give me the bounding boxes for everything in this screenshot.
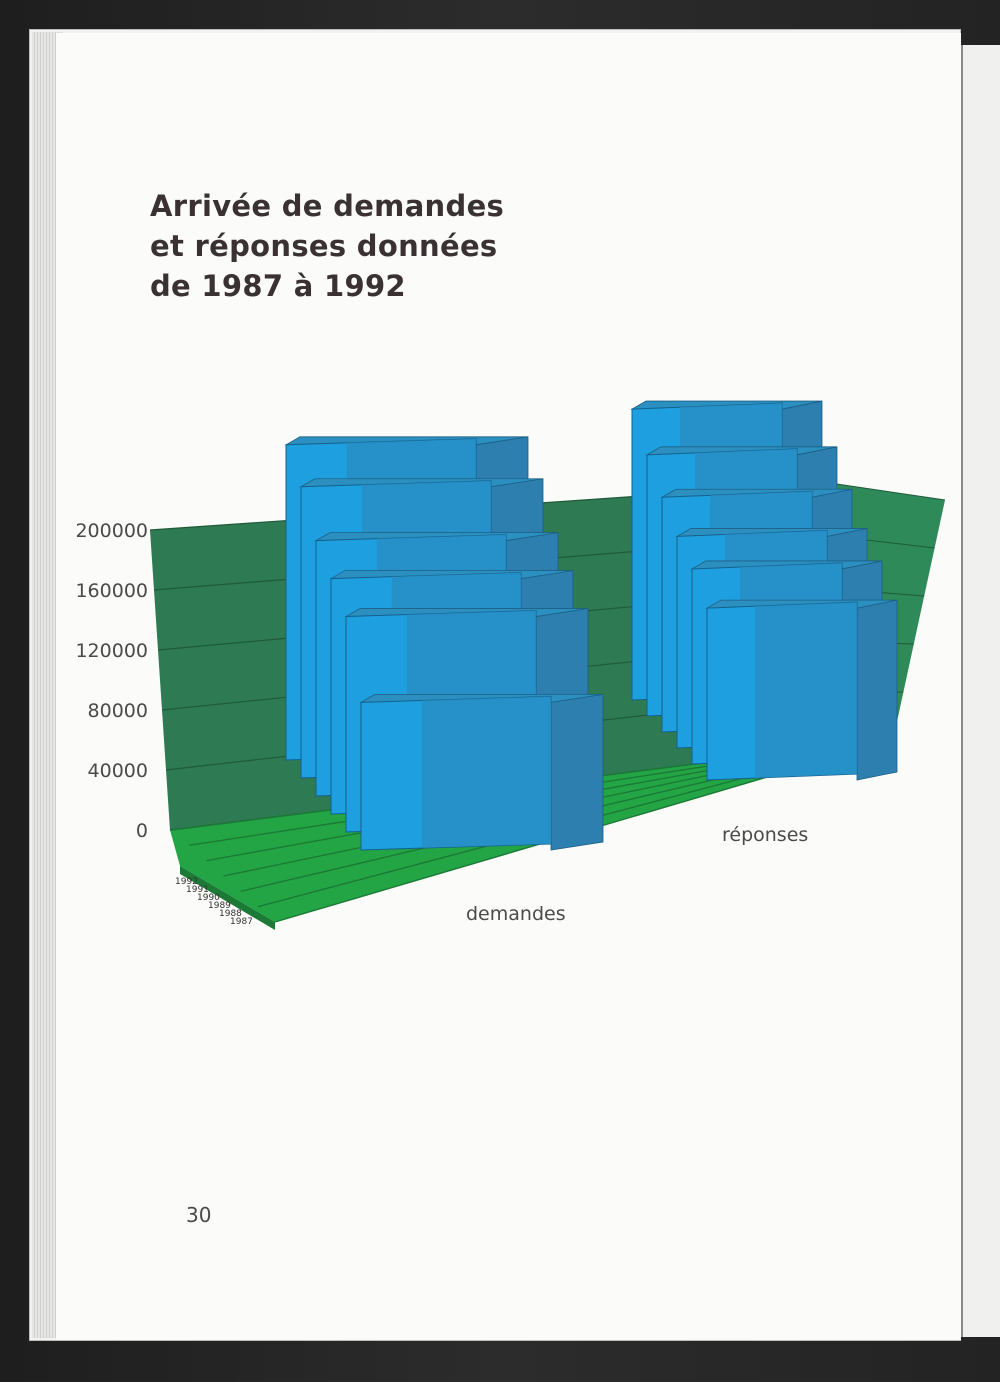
y-tick-label: 160000 bbox=[75, 580, 148, 602]
title-line-3: de 1987 à 1992 bbox=[150, 269, 406, 303]
depth-label-1988: 1988 bbox=[219, 909, 242, 919]
depth-label-1987: 1987 bbox=[230, 917, 253, 927]
category-label-demandes: demandes bbox=[466, 903, 566, 925]
page-number: 30 bbox=[186, 1203, 212, 1227]
bar-réponses-1987 bbox=[707, 600, 897, 780]
title-line-2: et réponses données bbox=[150, 229, 498, 263]
y-tick-label: 200000 bbox=[75, 520, 148, 542]
y-tick-label: 40000 bbox=[87, 760, 148, 782]
bar-shade bbox=[422, 696, 551, 848]
y-tick-label: 80000 bbox=[87, 700, 148, 722]
depth-label-1989: 1989 bbox=[208, 901, 231, 911]
y-tick-label: 0 bbox=[135, 820, 148, 842]
bar-demandes-1987 bbox=[361, 694, 603, 850]
title-line-1: Arrivée de demandes bbox=[150, 189, 505, 223]
depth-label-1991: 1991 bbox=[186, 885, 209, 895]
depth-label-1992: 1992 bbox=[175, 877, 198, 887]
bar-side-face bbox=[857, 600, 897, 780]
y-tick-label: 120000 bbox=[75, 640, 148, 662]
bar-shade bbox=[755, 602, 857, 778]
category-label-reponses: réponses bbox=[722, 824, 809, 846]
depth-label-1990: 1990 bbox=[197, 893, 220, 903]
bar-side-face bbox=[551, 694, 603, 850]
